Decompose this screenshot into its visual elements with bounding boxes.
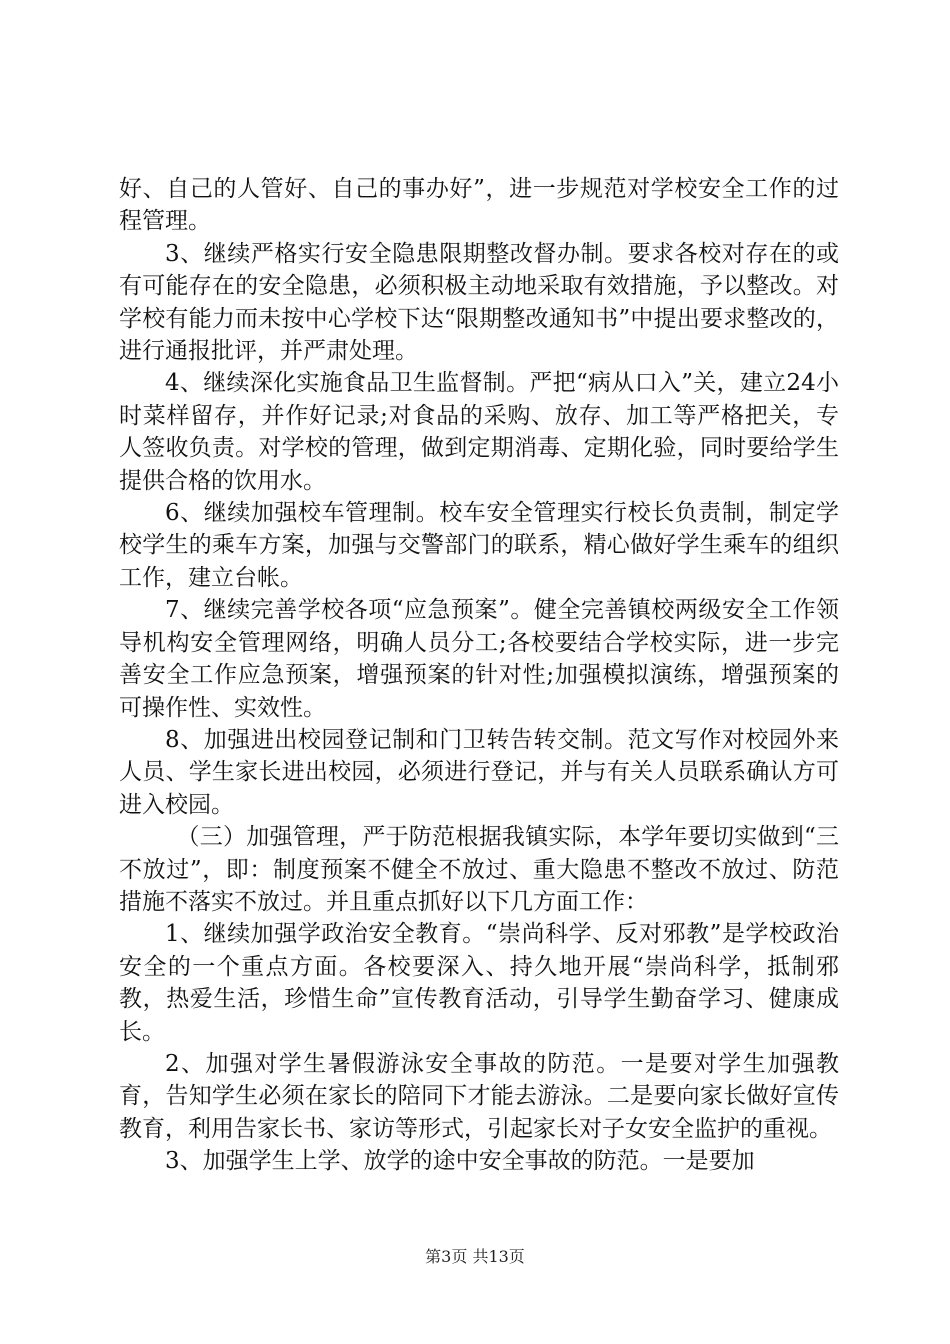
paragraph-item-2-swimming-safety: 2、加强对学生暑假游泳安全事故的防范。一是要对学生加强教育，告知学生必须在家长的陪同下才能去游泳。二是要向家长做好宣传教育，利用告家长书、家访等形式，引起家长对子女安全监护的重视。 <box>119 1050 839 1142</box>
paragraph-item-1-political-safety: 1、继续加强学政治安全教育。“崇尚科学、反对邪教”是学校政治安全的一个重点方面。各校要深入、持久地开展“崇尚科学，抵制邪教，热爱生活，珍惜生命”宣传教育活动，引导学生勤奋学习、健康成长。 <box>119 921 839 1045</box>
paragraph-item-3-hazard-rectification: 3、继续严格实行安全隐患限期整改督办制。要求各校对存在的或有可能存在的安全隐患，必须积极主动地采取有效措施，予以整改。对学校有能力而未按中心学校下达“限期整改通知书”中提出要求整改的，进行通报批评，并严肃处理。 <box>119 240 839 365</box>
paragraph-section-3-heading: （三）加强管理，严于防范根据我镇实际，本学年要切实做到“三不放过”，即：制度预案不健全不放过、重大隐患不整改不放过、防范措施不落实不放过。并且重点抓好以下几方面工作： <box>119 824 839 915</box>
paragraph-item-8-campus-registration: 8、加强进出校园登记制和门卫转告转交制。范文写作对校园外来人员、学生家长进出校园，必须进行登记，并与有关人员联系确认方可进入校园。 <box>119 726 839 818</box>
paragraph-item-7-emergency-plans: 7、继续完善学校各项“应急预案”。健全完善镇校两级安全工作领导机构安全管理网络，明确人员分工;各校要结合学校实际，进一步完善安全工作应急预案，增强预案的针对性;加强模拟演练，增强预案的可操作性、实效性。 <box>119 597 839 721</box>
paragraph-item-4-food-hygiene: 4、继续深化实施食品卫生监督制。严把“病从口入”关，建立24小时菜样留存，并作好记录;对食品的采购、放存、加工等严格把关，专人签收负责。对学校的管理，做到定期消毒、定期化验，同时要给学生提供合格的饮用水。 <box>119 370 839 494</box>
paragraph-continuation: 好、自己的人管好、自己的事办好”，进一步规范对学校安全工作的过程管理。 <box>119 176 839 235</box>
paragraph-item-3-commute-safety: 3、加强学生上学、放学的途中安全事故的防范。一是要加 <box>165 1148 755 1175</box>
document-body <box>119 173 839 1178</box>
page-number-footer: 第3页 共13页 <box>425 1247 525 1266</box>
paragraph-item-6-school-bus: 6、继续加强校车管理制。校车安全管理实行校长负责制，制定学校学生的乘车方案，加强与交警部门的联系，精心做好学生乘车的组织工作，建立台帐。 <box>119 500 839 591</box>
